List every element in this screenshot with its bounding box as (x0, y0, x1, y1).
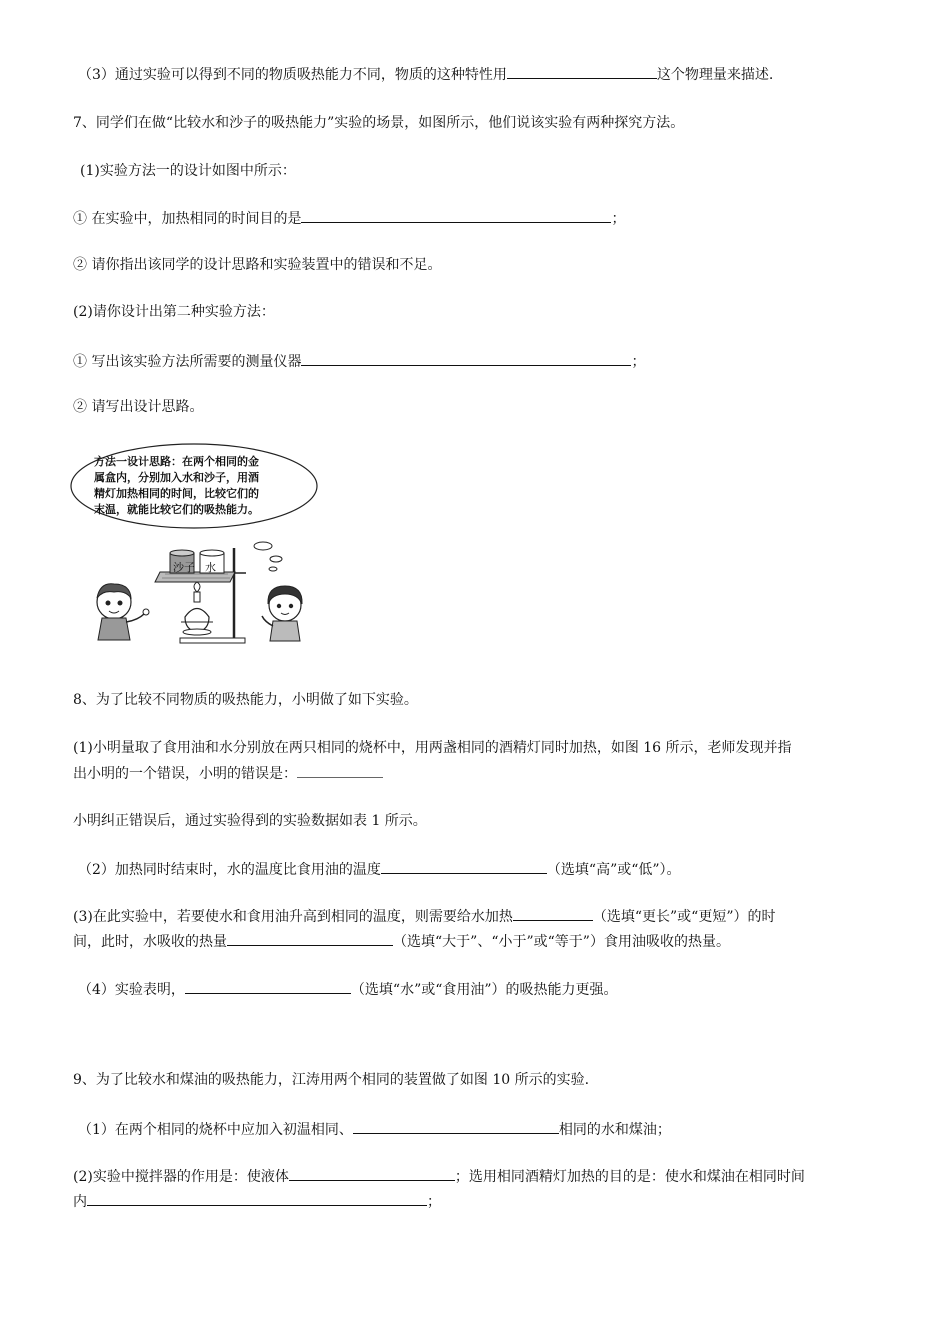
q9-part2-line1 (73, 1166, 805, 1186)
q8-part2-text: （2）加热同时结束时，水的温度比食用油的温度 (78, 862, 381, 878)
q9-stem: 9、为了比较水和煤油的吸热能力，江涛用两个相同的装置做了如图 10 所示的实验. (73, 1072, 590, 1088)
q8-note: 小明纠正错误后，通过实验得到的实验数据如表 1 所示。 (73, 813, 427, 829)
label-water: 水 (205, 561, 216, 574)
q6-part3-text: （3）通过实验可以得到不同的物质吸热能力不同，物质的这种特性用 (78, 67, 507, 83)
girl-student-icon (262, 586, 302, 641)
q7-part1a (73, 208, 625, 228)
q9-part2-tail: ；选用相同酒精灯加热的目的是：使水和煤油在相同时间 (454, 1169, 805, 1185)
thought-bubble-icon (270, 556, 282, 562)
experiment-figure (70, 442, 330, 652)
q9-part1 (78, 1119, 671, 1139)
q7-part1a-blank[interactable] (301, 208, 611, 223)
q9-part2-line2 (73, 1191, 441, 1211)
q8-part2-tail: （选填“高”或“低”）。 (546, 862, 681, 878)
q7-part2a-blank[interactable] (301, 351, 631, 366)
boy-student-icon (97, 584, 149, 640)
q7-part2-intro: (2)请你设计出第二种实验方法： (73, 304, 275, 320)
q9-part1-blank[interactable] (353, 1119, 559, 1134)
q8-part3-text: (3)在此实验中，若要使水和食用油升高到相同的温度，则需要给水加热 (73, 909, 513, 925)
alcohol-lamp-icon (181, 582, 213, 635)
q7-part2b: ② 请写出设计思路。 (73, 399, 204, 415)
bubble-line-1: 方法一设计思路：在两个相同的金 (94, 455, 259, 468)
bubble-line-3: 精灯加热相同的时间，比较它们的 (94, 487, 259, 500)
q7-part1a-tail: ； (611, 211, 626, 227)
q7-part1-intro: (1)实验方法一的设计如图中所示： (80, 163, 296, 179)
q6-part3 (78, 64, 773, 84)
q9-part2-blank-2[interactable] (87, 1191, 427, 1206)
q7-stem: 7、同学们在做“比较水和沙子的吸热能力”实验的场景，如图所示，他们说该实验有两种探究方法。 (73, 115, 685, 131)
q7-part1a-text: ① 在实验中，加热相同的时间目的是 (73, 211, 302, 227)
q8-part3-blank-2[interactable] (227, 931, 393, 946)
q8-part4 (78, 979, 618, 999)
q6-part3-tail: 这个物理量来描述. (656, 67, 774, 83)
q6-part3-blank[interactable] (507, 64, 657, 79)
q8-stem: 8、为了比较不同物质的吸热能力，小明做了如下实验。 (73, 692, 418, 708)
q8-part1-text: 出小明的一个错误，小明的错误是： (73, 766, 297, 782)
thought-bubble-icon (269, 567, 277, 571)
q9-part1-tail: 相同的水和煤油； (558, 1122, 671, 1138)
q9-part2-blank-1[interactable] (289, 1166, 455, 1181)
q9-part2-text: (2)实验中搅拌器的作用是：使液体 (73, 1169, 289, 1185)
q8-part2 (78, 859, 681, 879)
q8-part1-line2 (73, 763, 383, 783)
q8-part3-text-2: 间，此时，水吸收的热量 (73, 934, 227, 950)
q7-part2a-tail: ； (631, 354, 646, 370)
q8-part1-blank[interactable] (297, 763, 383, 778)
q8-part3-line2 (73, 931, 730, 951)
bubble-line-2: 属盒内，分别加入水和沙子，用酒 (94, 471, 259, 484)
bubble-text (94, 454, 259, 518)
q8-part1-line1: (1)小明量取了食用油和水分别放在两只相同的烧杯中，用两盏相同的酒精灯同时加热，如图 16 所示，老师发现并指 (73, 740, 792, 756)
q9-part2-tail-2: ； (427, 1194, 441, 1210)
q7-part1b: ② 请你指出该同学的设计思路和实验装置中的错误和不足。 (73, 257, 442, 273)
q8-part3-tail-2: （选填“大于”、“小于”或“等于”）食用油吸收的热量。 (393, 934, 730, 950)
thought-bubble-icon (254, 542, 272, 550)
q9-part2-text-2: 内 (73, 1194, 87, 1210)
q8-part4-tail: （选填“水”或“食用油”）的吸热能力更强。 (350, 982, 618, 998)
q7-part2a-text: ① 写出该实验方法所需要的测量仪器 (73, 354, 302, 370)
q8-part3-blank-1[interactable] (513, 906, 593, 921)
q7-part2a (73, 351, 645, 371)
label-sand: 沙子 (173, 561, 195, 574)
bubble-line-4: 末温，就能比较它们的吸热能力。 (94, 503, 259, 516)
q8-part2-blank[interactable] (381, 859, 547, 874)
q8-part3-line1 (73, 906, 775, 926)
q8-part4-blank[interactable] (185, 979, 351, 994)
q9-part1-text: （1）在两个相同的烧杯中应加入初温相同、 (78, 1122, 353, 1138)
q8-part3-tail: （选填“更长”或“更短”）的时 (592, 909, 776, 925)
q8-part4-text: （4）实验表明， (78, 982, 185, 998)
